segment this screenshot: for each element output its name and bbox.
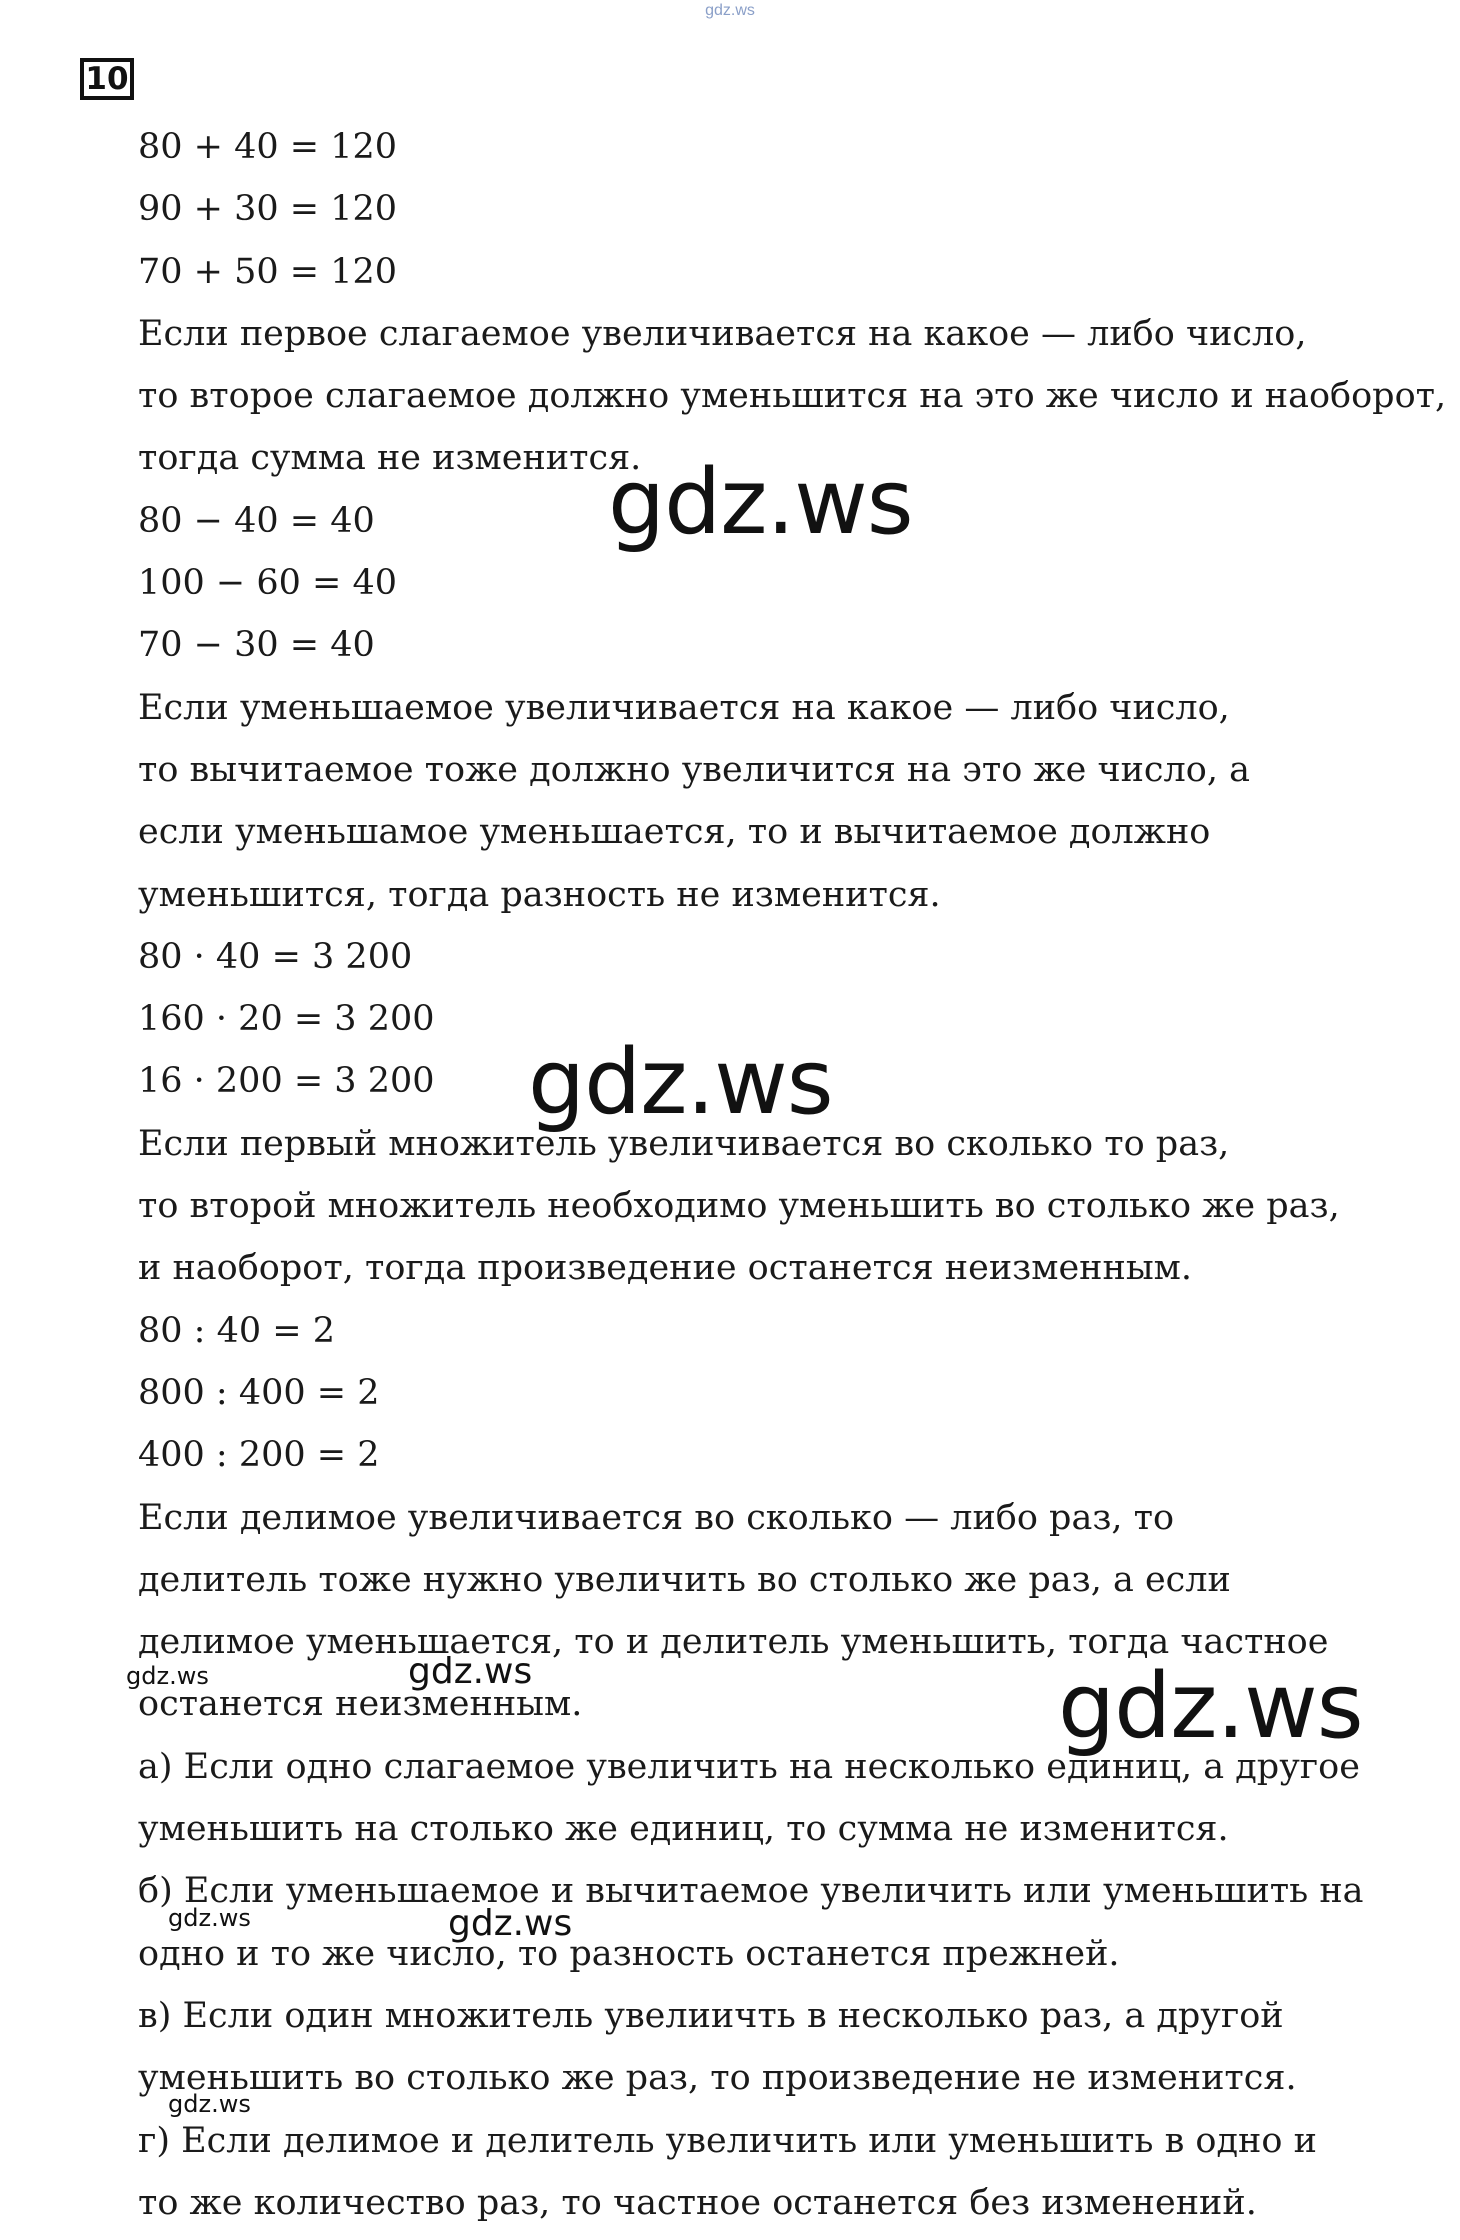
text-line: 80 · 40 = 3 200 [138, 936, 413, 977]
watermark-small: gdz.ws [168, 2090, 251, 2118]
text-line: делимое уменьшается, то и делитель уменьшить, тогда частное [138, 1622, 1329, 1663]
text-line: то второй множитель необходимо уменьшить во столько же раз, [138, 1186, 1340, 1227]
watermark-small: gdz.ws [168, 1904, 251, 1932]
watermark-medium: gdz.ws [408, 1651, 533, 1692]
text-line: 80 + 40 = 120 [138, 127, 398, 167]
text-line: одно и то же число, то разность останется прежней. [138, 1933, 1120, 1974]
text-line: 100 − 60 = 40 [138, 563, 398, 604]
text-line: уменьшить во столько же раз, то произведение не изменится. [138, 2058, 1297, 2099]
text-line: то второе слагаемое должно уменьшится на это же число и наоборот, [138, 376, 1447, 417]
text-line: 90 + 30 = 120 [138, 189, 398, 230]
watermark-medium: gdz.ws [448, 1903, 573, 1944]
text-line: 70 + 50 = 120 [138, 251, 398, 292]
text-line: б) Если уменьшаемое и вычитаемое увеличить или уменьшить на [138, 1871, 1364, 1912]
text-line: Если делимое увеличивается во сколько — либо раз, то [138, 1497, 1175, 1538]
text-line: Если уменьшаемое увеличивается на какое — либо число, [138, 687, 1230, 728]
text-line: то вычитаемое тоже должно увеличится на это же число, а [138, 749, 1250, 790]
text-line: то же количество раз, то частное останется без изменений. [138, 2182, 1257, 2223]
text-line: Если первое слагаемое увеличивается на какое — либо число, [138, 313, 1307, 354]
text-line: уменьшится, тогда разность не изменится. [138, 874, 941, 915]
text-line: а) Если одно слагаемое увеличить на несколько единиц, а другое [138, 1746, 1360, 1787]
text-line: 400 : 200 = 2 [138, 1435, 380, 1476]
text-line: 16 · 200 = 3 200 [138, 1061, 435, 1102]
text-line: уменьшить на столько же единиц, то сумма не изменится. [138, 1809, 1229, 1850]
text-line: в) Если один множитель увелиичть в несколько раз, а другой [138, 1995, 1284, 2036]
text-line: если уменьшамое уменьшается, то и вычитаемое должно [138, 812, 1211, 853]
watermark-large: gdz.ws [608, 450, 913, 555]
text-line: г) Если делимое и делитель увеличить или уменьшить в одно и [138, 2120, 1317, 2161]
text-line: 70 − 30 = 40 [138, 625, 375, 666]
text-line: делитель тоже нужно увеличить во столько же раз, а если [138, 1559, 1231, 1600]
text-line: 80 : 40 = 2 [138, 1310, 335, 1351]
text-line: 160 · 20 = 3 200 [138, 999, 435, 1040]
top-watermark: gdz.ws [705, 2, 755, 19]
watermark-small: gdz.ws [126, 1662, 209, 1690]
text-line: 800 : 400 = 2 [138, 1372, 380, 1413]
text-line: тогда сумма не изменится. [138, 438, 642, 479]
text-line: Если первый множитель увеличивается во сколько то раз, [138, 1123, 1230, 1164]
text-line: 80 − 40 = 40 [138, 500, 375, 541]
task-number-badge: 10 [80, 58, 134, 100]
text-line: и наоборот, тогда произведение останется неизменным. [138, 1248, 1193, 1289]
solution-text [138, 116, 1447, 2234]
watermark-large: gdz.ws [528, 1030, 833, 1135]
text-line: останется неизменным. [138, 1684, 583, 1725]
watermark-large: gdz.ws [1058, 1654, 1363, 1759]
